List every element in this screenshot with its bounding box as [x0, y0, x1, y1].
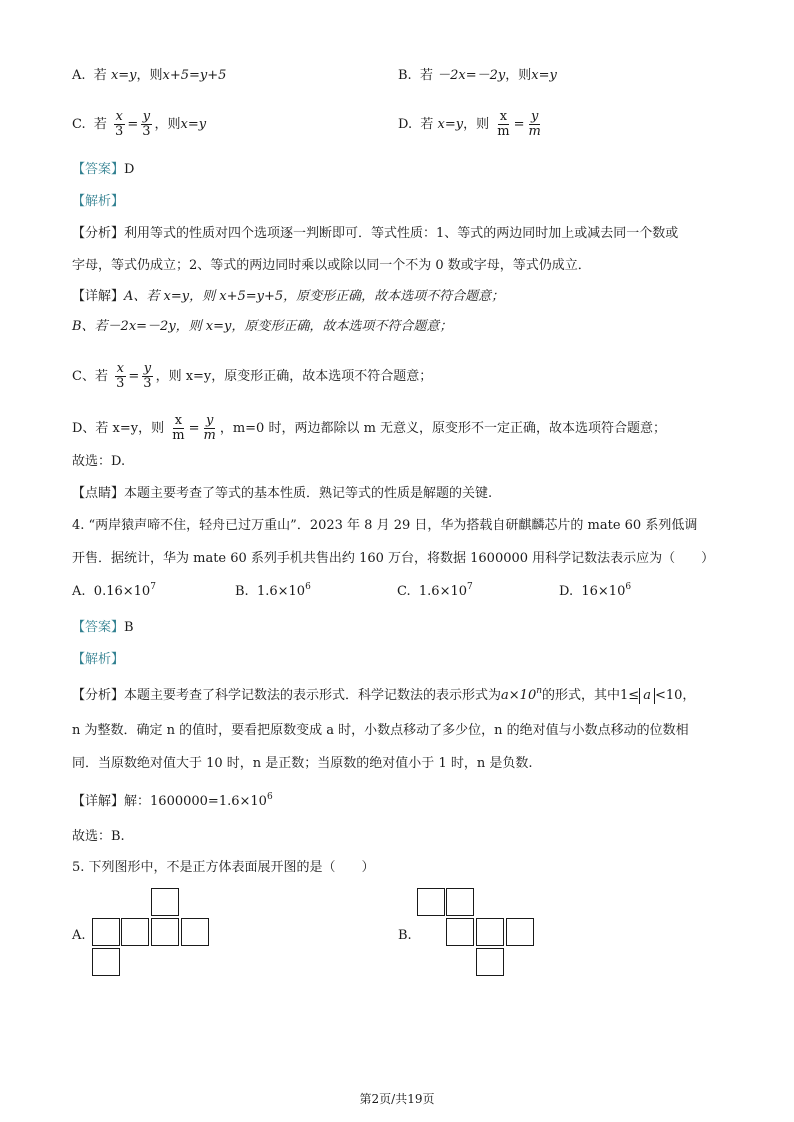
q5-option-a-label	[72, 926, 86, 946]
option-label: C.	[397, 584, 411, 599]
option-text: ，则	[154, 117, 181, 132]
option-label: B.	[235, 584, 249, 599]
xiangjie-text: D、若 x=y，则	[72, 421, 165, 436]
q4-option-d	[559, 582, 631, 602]
fenxi-text: 字母，等式仍成立；2、等式的两边同时乘以或除以同一个不为 0 数或字母，等式仍成立．	[72, 258, 591, 273]
net-square	[446, 888, 474, 916]
net-square	[92, 918, 120, 946]
exponent: n	[536, 686, 543, 696]
net-square	[476, 948, 504, 976]
page-footer: 第2页/共19页	[359, 1092, 435, 1106]
option-d	[398, 110, 545, 139]
net-square	[181, 918, 209, 946]
choose-text: 故选：B.	[72, 829, 125, 844]
option-text: ，则	[505, 68, 532, 83]
numerator: x	[115, 109, 123, 124]
q4-option-b	[235, 582, 311, 602]
denominator: m	[203, 428, 216, 443]
q4-stem-1	[72, 516, 697, 536]
dianjing-text: 本题主要考查了等式的基本性质．熟记等式的性质是解题的关键.	[124, 486, 493, 501]
answer-line	[72, 160, 134, 180]
option-text: 若	[420, 117, 434, 132]
xiangjie-text: C、若	[72, 369, 108, 384]
fenxi-text: 本题主要考查了科学记数法的表示形式．科学记数法的表示形式为	[124, 688, 502, 703]
math-expr: －2x=－2y	[437, 68, 506, 83]
q4-jiexi-line	[72, 650, 124, 670]
math-expr: 1≤	[620, 688, 640, 703]
jiexi-tag: 【解析】	[72, 652, 125, 667]
dianjing-line	[72, 484, 492, 504]
fraction	[140, 110, 152, 139]
net-square	[151, 888, 179, 916]
fenxi-text: 利用等式的性质对四个选项逐一判断即可．等式性质：1、等式的两边同时加上或减去同一个数或	[124, 226, 679, 241]
net-square	[121, 918, 149, 946]
numerator: y	[142, 109, 151, 124]
q5-option-b-label	[398, 926, 412, 946]
denominator: 3	[143, 376, 152, 391]
xiangjie-text: ，则 x=y，原变形正确，故本选项不符合题意；	[155, 369, 433, 384]
q4-option-c	[397, 582, 473, 602]
q4-fenxi-line-1	[72, 686, 695, 706]
q5-stem	[72, 858, 375, 878]
net-square	[151, 918, 179, 946]
answer-tag: 【答案】	[72, 620, 125, 635]
fenxi-text: n 为整数．确定 n 的值时，要看把原数变成 a 时，小数点移动了多少位，n 的绝对值与小数点移动的位数相	[72, 723, 689, 738]
option-label: D.	[559, 584, 574, 599]
q4-fenxi-line-3	[72, 754, 533, 774]
denominator: 3	[115, 124, 124, 139]
fraction	[141, 362, 153, 391]
equals-sign: =	[128, 369, 140, 384]
denominator: 3	[116, 376, 125, 391]
option-a	[72, 66, 226, 86]
xiangjie-text: 解：	[124, 794, 151, 809]
exponent: 6	[625, 582, 632, 592]
exponent: 6	[305, 582, 311, 592]
fraction	[202, 414, 218, 443]
fraction	[495, 110, 511, 139]
numerator: x	[116, 361, 124, 376]
q4-xiangjie-line	[72, 792, 273, 812]
q4-stem-2	[72, 549, 714, 569]
math-expr: 1.6×10	[418, 584, 467, 599]
option-label: C.	[72, 117, 86, 132]
choose-line	[72, 452, 125, 472]
answer-value: D	[124, 162, 135, 177]
math-expr: 0.16×10	[93, 584, 151, 599]
denominator: m	[497, 124, 510, 139]
q4-choose-line	[72, 827, 125, 847]
option-c	[72, 110, 206, 139]
question-text: 4. “两岸猿声啼不住，轻舟已过万重山”．2023 年 8 月 29 日，华为搭载自研麒麟芯片的 mate 60 系列低调	[72, 518, 698, 533]
net-square	[417, 888, 445, 916]
xiangjie-d	[72, 414, 666, 443]
denominator: m	[172, 428, 185, 443]
option-text: 若	[93, 68, 107, 83]
xiangjie-text: A、若 x=y，则 x+5=y+5，原变形正确，故本选项不符合题意；	[124, 289, 505, 304]
fenxi-line-2	[72, 256, 591, 276]
jiexi-line	[72, 192, 124, 212]
numerator: x	[174, 413, 183, 428]
answer-value: B	[124, 620, 134, 635]
net-figure-a	[92, 888, 212, 980]
q4-answer-line	[72, 618, 134, 638]
xiangjie-text: ，m=0 时，两边都除以 m 无意义，原变形不一定正确，故本选项符合题意；	[219, 421, 667, 436]
net-square	[446, 918, 474, 946]
equals-sign: =	[513, 117, 525, 132]
fraction	[113, 110, 125, 139]
question-text: 5. 下列图形中，不是正方体表面展开图的是（ ）	[72, 860, 375, 875]
net-square	[506, 918, 534, 946]
question-text: 开售．据统计，华为 mate 60 系列手机共售出约 160 万台，将数据 1600000 用科学记数法表示应为（ ）	[72, 551, 715, 566]
option-label: B.	[398, 928, 412, 943]
option-label: A.	[72, 68, 86, 83]
exponent: 6	[266, 792, 273, 802]
numerator: y	[530, 109, 539, 124]
numerator: y	[143, 361, 152, 376]
option-text: 若	[419, 68, 433, 83]
option-text: 若	[93, 117, 107, 132]
xiangjie-b	[72, 317, 452, 337]
math-expr: <10，	[654, 688, 696, 703]
exponent: 7	[467, 582, 473, 592]
dianjing-tag: 【点睛】	[72, 486, 125, 501]
exponent: 7	[150, 582, 156, 592]
option-b	[398, 66, 557, 86]
math-expr: x=y	[437, 117, 464, 132]
fraction	[114, 362, 126, 391]
math-expr: x+5=y+5	[162, 68, 227, 83]
absolute-value: a	[639, 688, 655, 704]
fenxi-tag: 【分析】	[72, 226, 125, 241]
equals-sign: =	[127, 117, 139, 132]
jiexi-tag: 【解析】	[72, 194, 125, 209]
option-text: ，则	[136, 68, 163, 83]
xiangjie-c	[72, 362, 432, 391]
fenxi-text: 同．当原数绝对值大于 10 时，n 是正数；当原数的绝对值小于 1 时，n 是负数.	[72, 756, 533, 771]
fenxi-text: 的形式，其中	[542, 688, 621, 703]
fenxi-line-1	[72, 224, 678, 244]
net-figure-b	[417, 888, 537, 980]
net-square	[92, 948, 120, 976]
numerator: y	[205, 413, 214, 428]
math-expr: x=y	[180, 117, 207, 132]
math-expr: 1600000=1.6×10	[150, 794, 267, 809]
option-label: A.	[72, 584, 86, 599]
xiangjie-tag: 【详解】	[72, 794, 125, 809]
math-expr: x=y	[110, 68, 137, 83]
denominator: m	[528, 124, 541, 139]
net-square	[476, 918, 504, 946]
option-label: B.	[398, 68, 412, 83]
numerator: x	[499, 109, 508, 124]
denominator: 3	[142, 124, 151, 139]
answer-tag: 【答案】	[72, 162, 125, 177]
equals-sign: =	[188, 421, 200, 436]
fenxi-tag: 【分析】	[72, 688, 125, 703]
option-label: A.	[72, 928, 86, 943]
math-expr: x=y	[531, 68, 557, 83]
xiangjie-text: B、若－2x=－2y，则 x=y，原变形正确，故本选项不符合题意；	[72, 319, 453, 334]
math-expr: 1.6×10	[256, 584, 306, 599]
math-expr: a×10	[501, 688, 537, 703]
xiangjie-a	[72, 287, 504, 307]
math-expr: 16×10	[581, 584, 626, 599]
fraction	[170, 414, 186, 443]
q4-fenxi-line-2	[72, 721, 689, 741]
choose-text: 故选：D.	[72, 454, 126, 469]
xiangjie-tag: 【详解】	[72, 289, 125, 304]
option-text: ，则	[463, 117, 490, 132]
fraction	[526, 110, 542, 139]
option-label: D.	[398, 117, 413, 132]
q4-option-a	[72, 582, 156, 602]
